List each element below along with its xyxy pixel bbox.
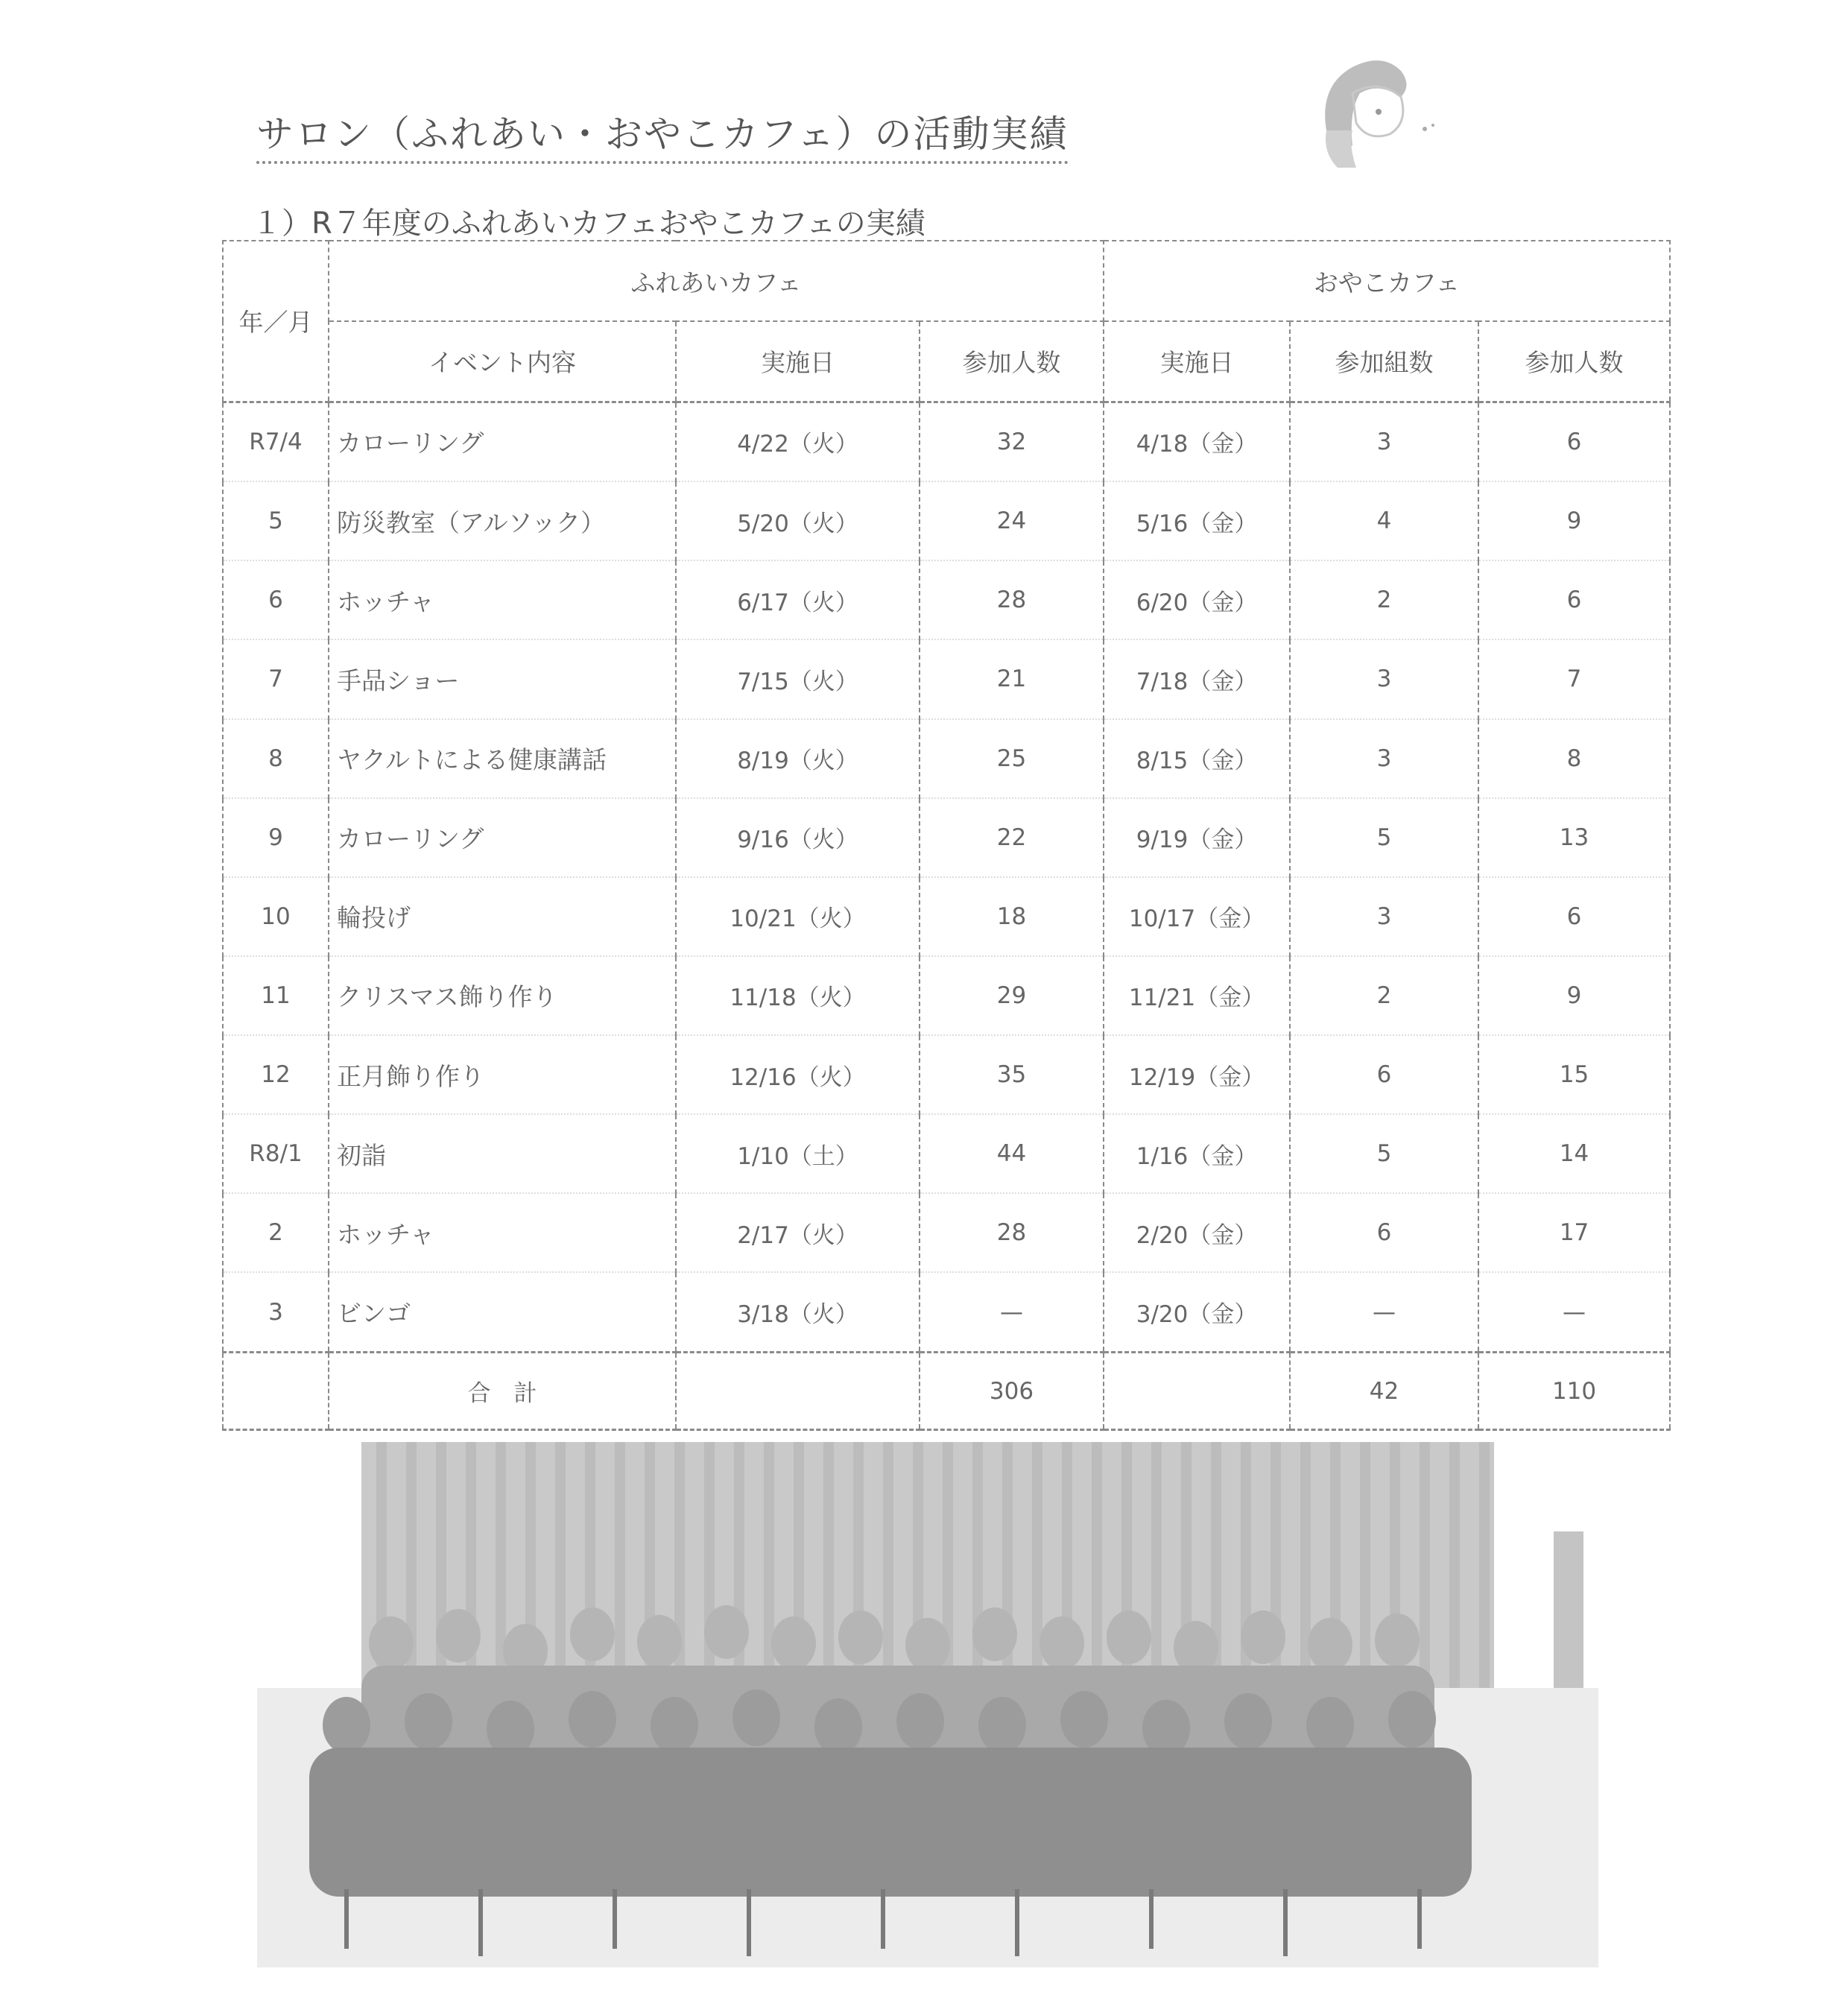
cell-oyako-groups: 3 (1290, 402, 1478, 481)
header-year-month: 年／月 (223, 241, 329, 402)
cell-event: 手品ショー (329, 639, 676, 718)
cell-oyako-groups: 3 (1290, 877, 1478, 956)
cell-fureai-count: 44 (920, 1114, 1104, 1193)
cell-oyako-count: 6 (1478, 877, 1670, 956)
header-oyako-groups: 参加組数 (1290, 321, 1478, 402)
table-row (223, 719, 1670, 798)
cell-fureai-count: 22 (920, 798, 1104, 877)
cell-fureai-count: 24 (920, 481, 1104, 560)
total-fureai-count: 306 (920, 1353, 1104, 1430)
cell-oyako-date: 6/20（金） (1104, 560, 1290, 639)
cell-month: 3 (223, 1272, 329, 1352)
cell-event: カローリング (329, 798, 676, 877)
cell-oyako-count: 6 (1478, 560, 1670, 639)
cell-fureai-count: 25 (920, 719, 1104, 798)
cell-fureai-count: — (920, 1272, 1104, 1352)
cell-fureai-count: 28 (920, 1193, 1104, 1272)
cell-oyako-groups: 5 (1290, 798, 1478, 877)
cell-fureai-date: 8/19（火） (676, 719, 920, 798)
table-row (223, 1193, 1670, 1272)
total-row (223, 1353, 1670, 1430)
cell-fureai-date: 12/16（火） (676, 1035, 920, 1114)
cell-event: ホッチャ (329, 560, 676, 639)
table-row (223, 402, 1670, 481)
cell-oyako-count: 9 (1478, 481, 1670, 560)
cell-oyako-groups: 3 (1290, 639, 1478, 718)
cell-oyako-groups: 5 (1290, 1114, 1478, 1193)
cell-month: 8 (223, 719, 329, 798)
cell-oyako-count: — (1478, 1272, 1670, 1352)
total-oyako-count: 110 (1478, 1353, 1670, 1430)
cell-oyako-groups: 6 (1290, 1035, 1478, 1114)
cell-fureai-date: 7/15（火） (676, 639, 920, 718)
cell-event: 正月飾り作り (329, 1035, 676, 1114)
cell-oyako-groups: 2 (1290, 956, 1478, 1035)
total-label: 合 計 (329, 1353, 676, 1430)
cell-fureai-count: 21 (920, 639, 1104, 718)
cell-fureai-count: 18 (920, 877, 1104, 956)
cell-oyako-date: 3/20（金） (1104, 1272, 1290, 1352)
cell-fureai-date: 4/22（火） (676, 402, 920, 481)
cell-oyako-date: 5/16（金） (1104, 481, 1290, 560)
cell-oyako-count: 15 (1478, 1035, 1670, 1114)
cell-event: 初詣 (329, 1114, 676, 1193)
cell-event: ヤクルトによる健康講話 (329, 719, 676, 798)
cell-oyako-count: 7 (1478, 639, 1670, 718)
cell-month: 12 (223, 1035, 329, 1114)
cell-month: R8/1 (223, 1114, 329, 1193)
cell-oyako-date: 10/17（金） (1104, 877, 1290, 956)
cell-month: 6 (223, 560, 329, 639)
cell-oyako-groups: 3 (1290, 719, 1478, 798)
cell-oyako-count: 6 (1478, 402, 1670, 481)
header-event: イベント内容 (329, 321, 676, 402)
cell-oyako-count: 8 (1478, 719, 1670, 798)
header-fureai-date: 実施日 (676, 321, 920, 402)
table-row (223, 798, 1670, 877)
activity-table (222, 240, 1671, 1431)
cell-fureai-count: 29 (920, 956, 1104, 1035)
table-row (223, 956, 1670, 1035)
table-row (223, 1114, 1670, 1193)
cell-fureai-date: 11/18（火） (676, 956, 920, 1035)
cell-month: 11 (223, 956, 329, 1035)
character-illustration (1297, 41, 1446, 175)
total-oyako-groups: 42 (1290, 1353, 1478, 1430)
cell-oyako-date: 12/19（金） (1104, 1035, 1290, 1114)
section-heading: １）R７年度のふれあいカフェおやこカフェの実績 (252, 206, 925, 241)
cell-oyako-date: 9/19（金） (1104, 798, 1290, 877)
cell-oyako-date: 1/16（金） (1104, 1114, 1290, 1193)
table-row (223, 639, 1670, 718)
cell-fureai-count: 28 (920, 560, 1104, 639)
cell-fureai-date: 2/17（火） (676, 1193, 920, 1272)
group-photo (257, 1442, 1598, 1967)
cell-oyako-groups: 6 (1290, 1193, 1478, 1272)
header-oyako-cafe: おやこカフェ (1104, 241, 1670, 321)
cell-fureai-date: 6/17（火） (676, 560, 920, 639)
cell-month: 7 (223, 639, 329, 718)
cell-oyako-date: 11/21（金） (1104, 956, 1290, 1035)
cell-month: 10 (223, 877, 329, 956)
cell-oyako-date: 2/20（金） (1104, 1193, 1290, 1272)
cell-oyako-groups: — (1290, 1272, 1478, 1352)
header-fureai-participants: 参加人数 (920, 321, 1104, 402)
cell-oyako-groups: 4 (1290, 481, 1478, 560)
cell-fureai-date: 1/10（土） (676, 1114, 920, 1193)
cell-event: クリスマス飾り作り (329, 956, 676, 1035)
cell-oyako-date: 8/15（金） (1104, 719, 1290, 798)
cell-month: R7/4 (223, 402, 329, 481)
page-title: サロン（ふれあい・おやこカフェ）の活動実績 (256, 104, 1069, 164)
cell-fureai-count: 35 (920, 1035, 1104, 1114)
table-row (223, 481, 1670, 560)
cell-event: ホッチャ (329, 1193, 676, 1272)
cell-oyako-groups: 2 (1290, 560, 1478, 639)
header-fureai-cafe: ふれあいカフェ (329, 241, 1104, 321)
cell-oyako-count: 9 (1478, 956, 1670, 1035)
header-oyako-participants: 参加人数 (1478, 321, 1670, 402)
cell-fureai-date: 9/16（火） (676, 798, 920, 877)
cell-event: 防災教室（アルソック） (329, 481, 676, 560)
total-empty-oyako-date (1104, 1353, 1290, 1430)
cell-month: 2 (223, 1193, 329, 1272)
table-row (223, 1272, 1670, 1352)
table-row (223, 1035, 1670, 1114)
cell-oyako-date: 4/18（金） (1104, 402, 1290, 481)
cell-fureai-date: 10/21（火） (676, 877, 920, 956)
header-oyako-date: 実施日 (1104, 321, 1290, 402)
cell-event: 輪投げ (329, 877, 676, 956)
total-empty-date (676, 1353, 920, 1430)
cell-fureai-date: 5/20（火） (676, 481, 920, 560)
cell-fureai-date: 3/18（火） (676, 1272, 920, 1352)
cell-month: 9 (223, 798, 329, 877)
cell-fureai-count: 32 (920, 402, 1104, 481)
cell-event: カローリング (329, 402, 676, 481)
cell-month: 5 (223, 481, 329, 560)
cell-oyako-count: 17 (1478, 1193, 1670, 1272)
cell-event: ビンゴ (329, 1272, 676, 1352)
cell-oyako-date: 7/18（金） (1104, 639, 1290, 718)
cell-oyako-count: 13 (1478, 798, 1670, 877)
total-empty-month (223, 1353, 329, 1430)
cell-oyako-count: 14 (1478, 1114, 1670, 1193)
table-row (223, 560, 1670, 639)
table-row (223, 877, 1670, 956)
